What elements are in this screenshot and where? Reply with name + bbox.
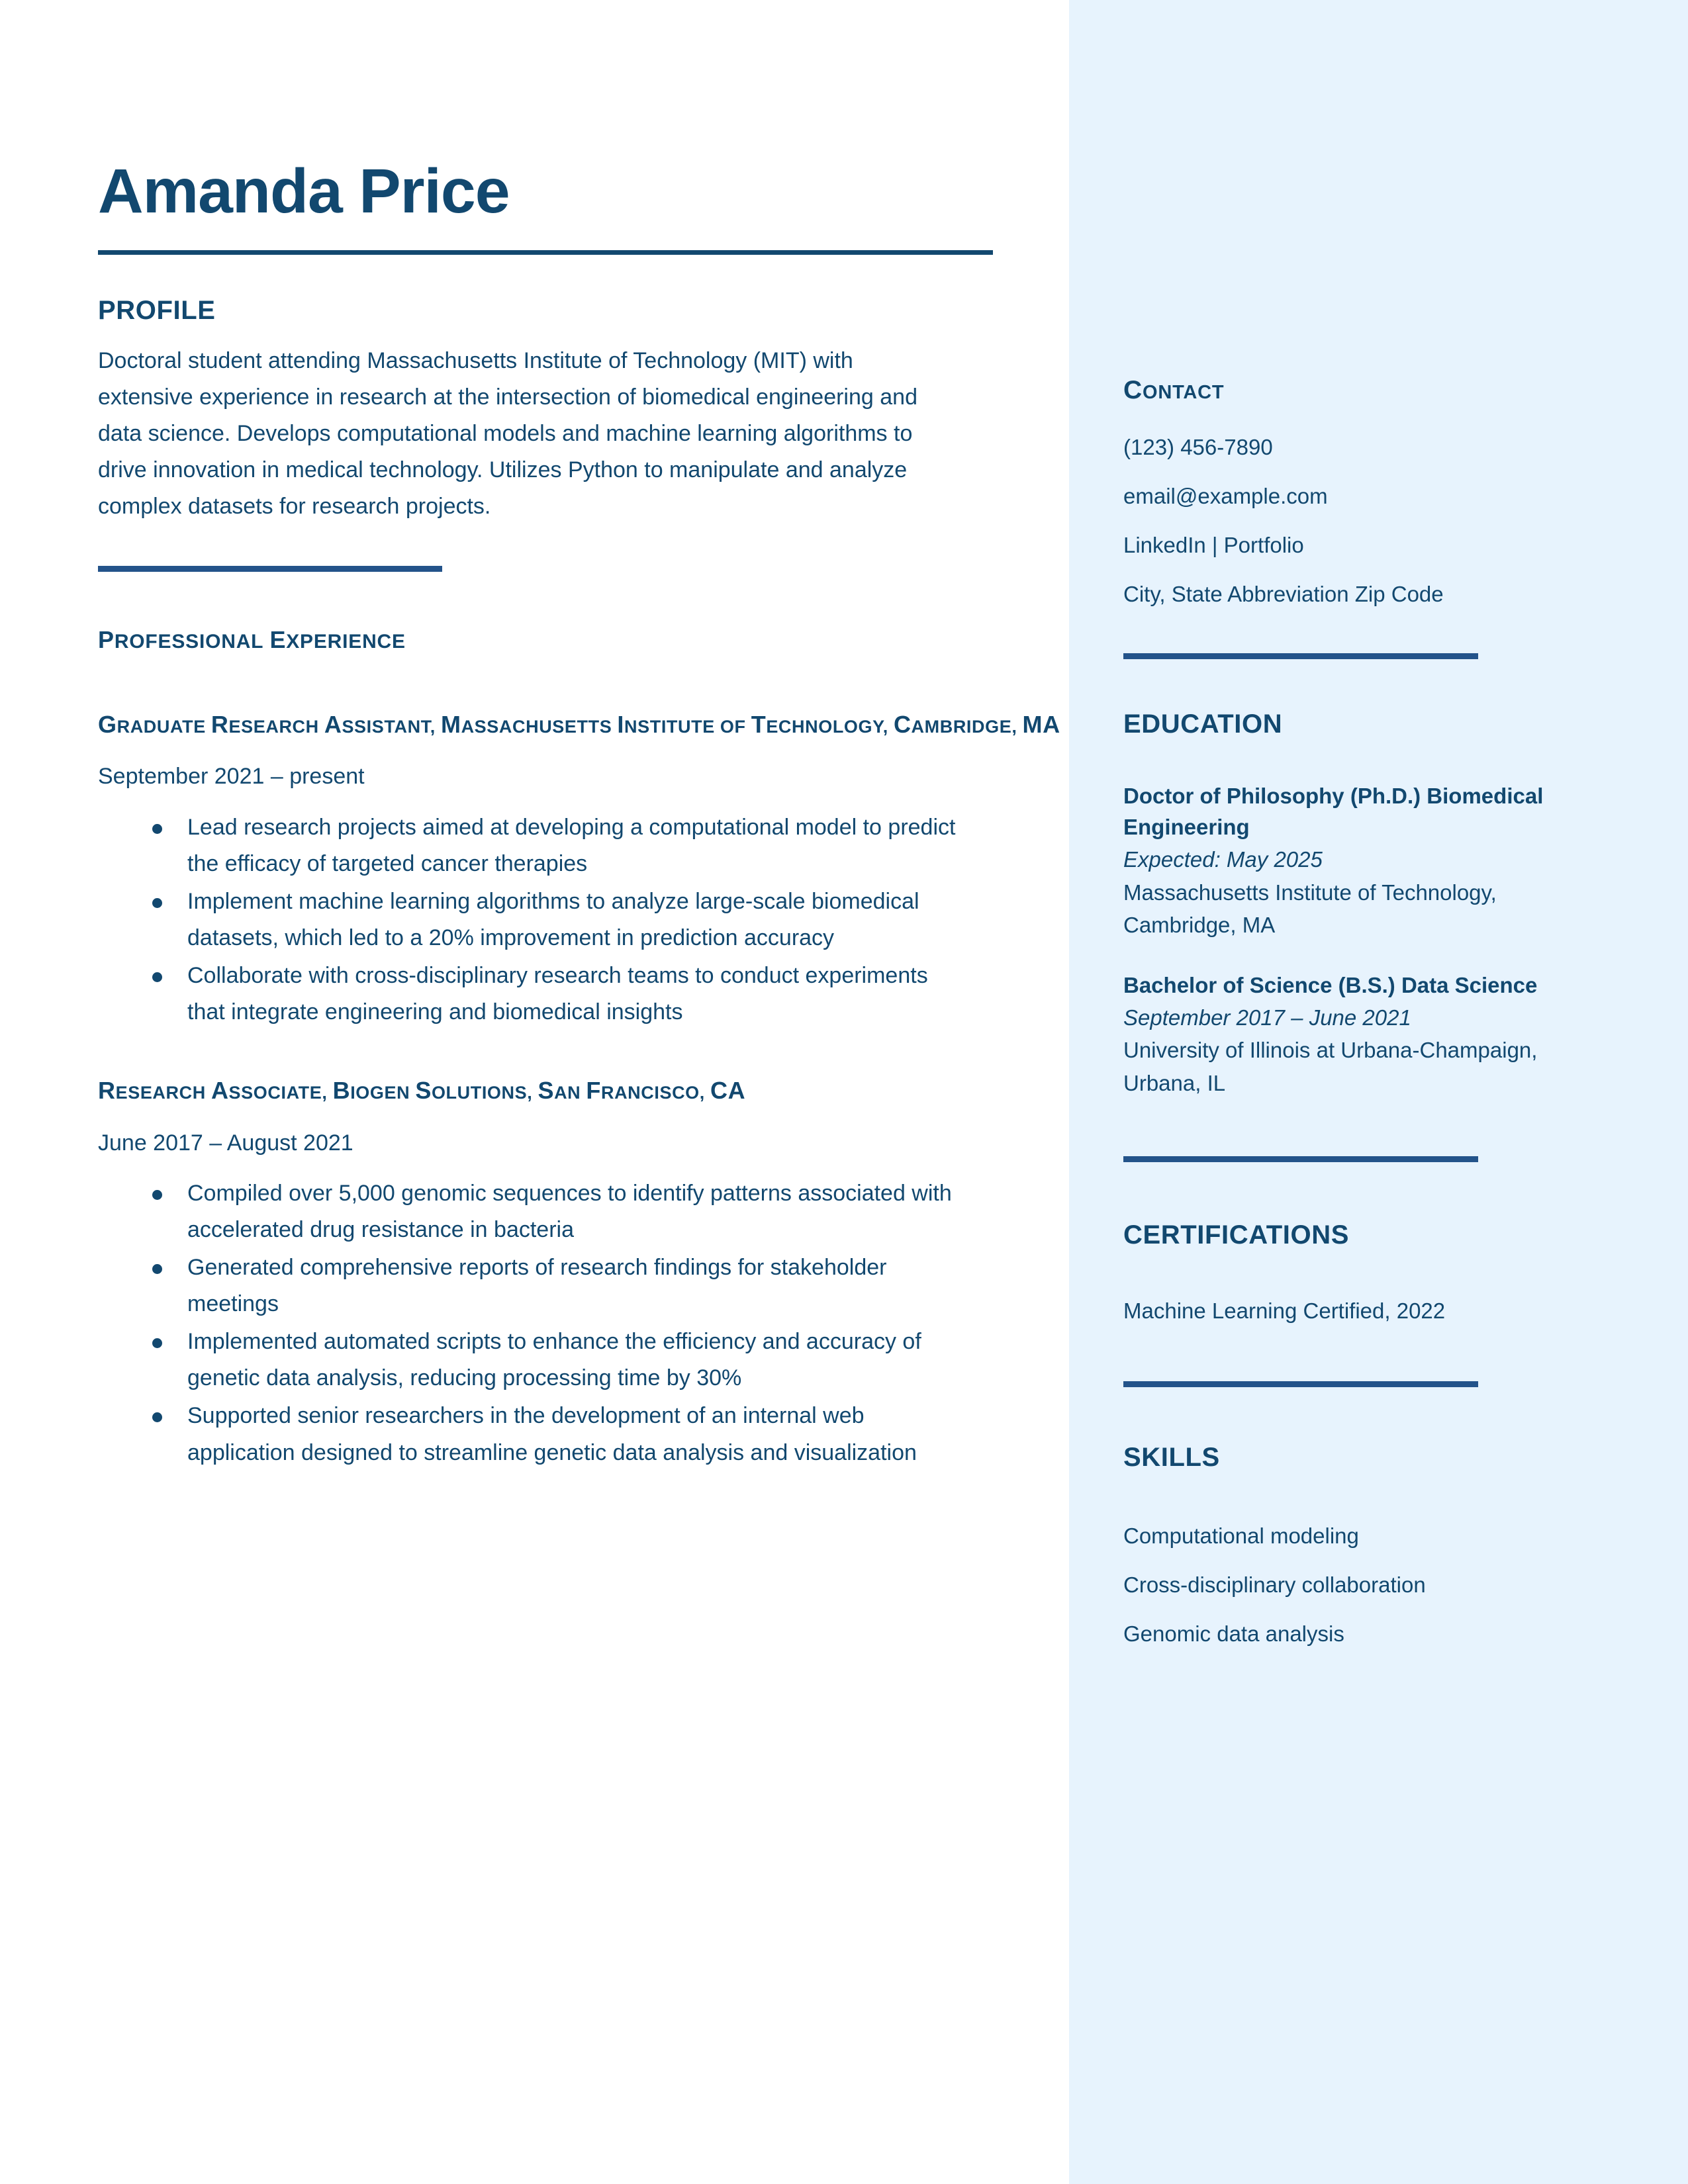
job1-initial-t: T (751, 711, 767, 739)
job1-initial-g: G (98, 711, 117, 739)
certifications-divider (1123, 1381, 1478, 1387)
job2-initial-san: S (538, 1077, 555, 1105)
education-divider (1123, 1156, 1478, 1162)
job1-t1: RADUATE (117, 717, 211, 737)
job1-initial-a: A (324, 711, 342, 739)
profile-body: Doctoral student attending Massachusetts Institute of Technology (MIT) with extensive experience in research at the intersection of biomedical engineering and data science. Develops computational models and machine learning algorithms to drive innovation in medical technology. Utilizes Python to manipulate and analyze complex datasets for research projects. (98, 347, 917, 520)
experience-heading-initial-p: P (98, 626, 115, 654)
job1-t2: ESEARCH (228, 717, 324, 737)
job1-t6: OF (720, 717, 751, 737)
job2-initial-b: B (332, 1077, 351, 1105)
education-entry (1123, 970, 1600, 1099)
job2-initial-a: A (211, 1077, 229, 1105)
job-bullet-list (98, 809, 998, 1030)
contact-links[interactable]: LinkedIn | Portfolio (1123, 533, 1304, 558)
job1-initial-m: M (440, 711, 461, 739)
job-bullet-list (98, 1175, 998, 1471)
list-item: Supported senior researchers in the development of an internal web application designed to streamline genetic data analysis and visualization (98, 1398, 968, 1471)
skill-item: Cross-disciplinary collaboration (1123, 1572, 1426, 1598)
education-school: Massachusetts Institute of Technology, Cambridge, MA (1123, 880, 1497, 938)
list-item: Generated comprehensive reports of research findings for stakeholder meetings (98, 1250, 968, 1322)
job1-initial-r: R (211, 711, 229, 739)
section-heading-experience (98, 626, 998, 654)
job2-state: CA (710, 1077, 746, 1105)
education-date: Expected: May 2025 (1123, 847, 1323, 872)
sidebar-column (1123, 0, 1600, 1652)
list-item: Compiled over 5,000 genomic sequences to identify patterns associated with accelerated drug resistance in bacteria (98, 1175, 968, 1248)
job2-initial-r: R (98, 1077, 116, 1105)
job-title (98, 1071, 919, 1110)
job1-t3: SSISTANT, (342, 717, 441, 737)
job-entry (98, 1071, 998, 1471)
job1-t8: AMBRIDGE, (911, 717, 1023, 737)
main-column (98, 0, 1060, 1473)
list-item: Implement machine learning algorithms to analyze large-scale biomedical datasets, which led to a 20% improvement in prediction accuracy (98, 884, 968, 956)
job2-initial-s: S (415, 1077, 432, 1105)
job2-t1: ESEARCH (115, 1083, 211, 1103)
job1-t7: ECHNOLOGY, (766, 717, 894, 737)
contact-phone[interactable]: (123) 456-7890 (1123, 435, 1273, 459)
contact-heading-initial: C (1123, 376, 1143, 404)
name-divider (98, 250, 993, 255)
education-entry (1123, 780, 1600, 942)
certification-item: Machine Learning Certified, 2022 (1123, 1298, 1446, 1324)
section-heading-profile: PROFILE (98, 295, 216, 325)
job-title (98, 705, 1060, 744)
job2-t5: AN (554, 1083, 586, 1103)
list-item: Collaborate with cross-disciplinary research teams to conduct experiments that integrate engineering and biomedical insights (98, 958, 968, 1030)
experience-heading-initial-e: E (269, 626, 287, 654)
contact-heading-rest: ONTACT (1142, 382, 1225, 403)
education-school: University of Illinois at Urbana-Champaign, Urbana, IL (1123, 1038, 1538, 1095)
education-degree: Doctor of Philosophy (Ph.D.) Biomedical Engineering (1123, 783, 1544, 840)
section-heading-contact (1123, 376, 1600, 405)
profile-divider (98, 566, 442, 572)
experience-heading-rest-1: ROFESSIONAL (114, 631, 270, 653)
section-heading-skills: SKILLS (1123, 1443, 1220, 1473)
job1-initial-i: I (617, 711, 625, 739)
job1-state: MA (1022, 711, 1060, 739)
section-heading-education: EDUCATION (1123, 709, 1283, 739)
experience-heading-rest-2: XPERIENCE (286, 631, 406, 653)
job2-t4: OLUTIONS, (431, 1083, 538, 1103)
job-dates: September 2021 – present (98, 764, 365, 790)
section-heading-certifications: CERTIFICATIONS (1123, 1220, 1349, 1250)
education-degree: Bachelor of Science (B.S.) Data Science (1123, 972, 1538, 997)
contact-divider (1123, 653, 1478, 659)
contact-email[interactable]: email@example.com (1123, 484, 1328, 509)
list-item: Implemented automated scripts to enhance the efficiency and accuracy of genetic data analysis, reducing processing time by 30% (98, 1324, 968, 1396)
education-date: September 2017 – June 2021 (1123, 1005, 1411, 1030)
job1-t4: ASSACHUSETTS (461, 717, 618, 737)
job1-initial-c: C (893, 711, 912, 739)
skill-item: Computational modeling (1123, 1524, 1359, 1549)
job2-t6: RANCISCO, (600, 1083, 710, 1103)
job1-t5: NSTITUTE (624, 717, 720, 737)
list-item: Lead research projects aimed at developing a computational model to predict the efficacy of targeted cancer therapies (98, 809, 968, 882)
job2-t3: IOGEN (350, 1083, 416, 1103)
job2-t2: SSOCIATE, (228, 1083, 333, 1103)
job-entry (98, 705, 1060, 1030)
contact-address: City, State Abbreviation Zip Code (1123, 582, 1444, 607)
job-dates: June 2017 – August 2021 (98, 1130, 353, 1156)
page-title: Amanda Price (98, 156, 510, 226)
job2-initial-f: F (586, 1077, 601, 1105)
skill-item: Genomic data analysis (1123, 1621, 1344, 1647)
